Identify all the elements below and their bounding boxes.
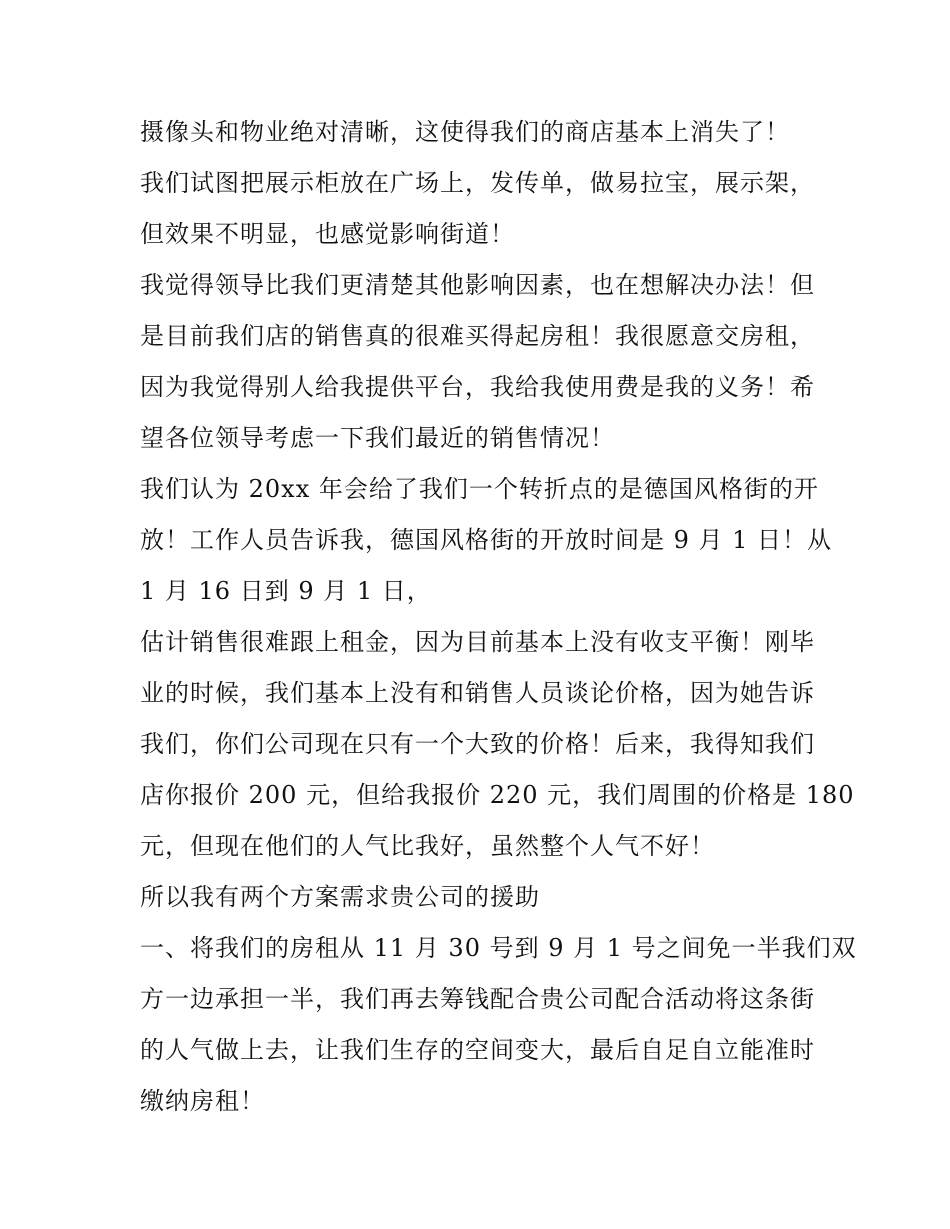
text-line: 是目前我们店的销售真的很难买得起房租！我很愿意交房租， xyxy=(140,322,815,350)
text-line: 元，但现在他们的人气比我好，虽然整个人气不好！ xyxy=(140,832,715,860)
document-body xyxy=(140,107,857,1127)
text-line: 因为我觉得别人给我提供平台，我给我使用费是我的义务！希 xyxy=(140,373,815,401)
text-line: 望各位领导考虑一下我们最近的销售情况！ xyxy=(140,424,615,452)
text-line: 的人气做上去，让我们生存的空间变大，最后自足自立能准时 xyxy=(140,1036,815,1064)
text-line: 我们试图把展示柜放在广场上，发传单，做易拉宝，展示架， xyxy=(140,169,815,197)
text-line: 摄像头和物业绝对清晰，这使得我们的商店基本上消失了！ xyxy=(140,118,790,146)
text-line: 方一边承担一半，我们再去筹钱配合贵公司配合活动将这条街 xyxy=(140,985,815,1013)
text-line: 一、将我们的房租从 11 月 30 号到 9 月 1 号之间免一半我们双 xyxy=(140,934,857,962)
text-line: 放！工作人员告诉我，德国风格街的开放时间是 9 月 1 日！从 xyxy=(140,526,833,554)
text-line: 1 月 16 日到 9 月 1 日， xyxy=(140,577,432,605)
text-line: 我们，你们公司现在只有一个大致的价格！后来，我得知我们 xyxy=(140,730,815,758)
text-line: 但效果不明显，也感觉影响街道！ xyxy=(140,220,515,248)
text-line: 店你报价 200 元，但给我报价 220 元，我们周围的价格是 180 xyxy=(140,781,855,809)
text-line: 所以我有两个方案需求贵公司的援助 xyxy=(140,883,540,911)
text-line: 我觉得领导比我们更清楚其他影响因素，也在想解决办法！但 xyxy=(140,271,815,299)
text-line: 我们认为 20xx 年会给了我们一个转折点的是德国风格街的开 xyxy=(140,475,819,503)
text-line: 估计销售很难跟上租金，因为目前基本上没有收支平衡！刚毕 xyxy=(140,628,815,656)
text-line: 缴纳房租！ xyxy=(140,1087,265,1115)
text-line: 业的时候，我们基本上没有和销售人员谈论价格，因为她告诉 xyxy=(140,679,815,707)
